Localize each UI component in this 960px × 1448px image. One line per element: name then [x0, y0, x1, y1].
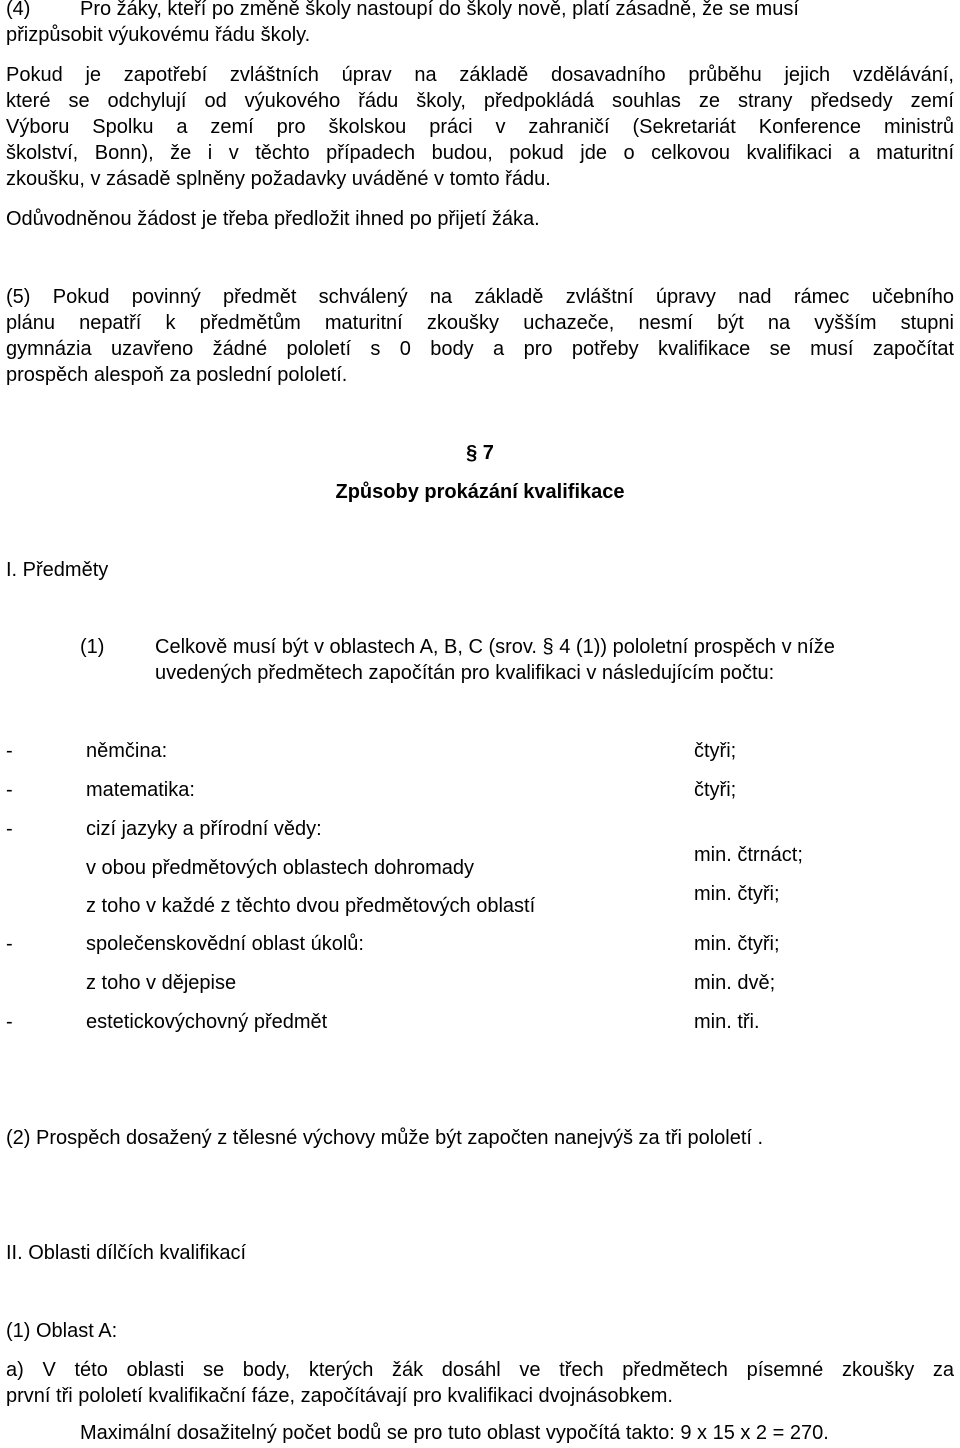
subject-label: estetickovýchovný předmět [86, 1011, 328, 1033]
text-line: první tři pololetí kvalifikační fáze, započítávají pro kvalifikaci dvojnásobkem. [6, 1385, 673, 1407]
text-line: a) V této oblasti se body, kterých žák dosáhl ve třech předmětech písemné zkoušky za [6, 1359, 954, 1381]
list-bullet: - [6, 933, 13, 955]
subheading: I. Předměty [6, 559, 109, 581]
text-line: přizpůsobit výukovému řádu školy. [6, 24, 311, 46]
text-line: zkoušku, v zásadě splněny požadavky uváděné v tomto řádu. [6, 168, 551, 190]
subject-value: čtyři; [694, 740, 737, 762]
text-line: Odůvodněnou žádost je třeba předložit ihned po přijetí žáka. [6, 208, 540, 230]
list-bullet: - [6, 818, 13, 840]
list-bullet: - [6, 1011, 13, 1033]
text-line: prospěch alespoň za poslední pololetí. [6, 364, 348, 386]
text-line: plánu nepatří k předmětům maturitní zkoušky uchazeče, nesmí být na vyšším stupni [6, 312, 954, 334]
subject-label: z toho v každé z těchto dvou předmětových oblastí [86, 895, 536, 917]
text-line: Celkově musí být v oblastech A, B, C (srov. § 4 (1)) pololetní prospěch v níže [155, 636, 835, 658]
subject-value: min. čtrnáct; [694, 844, 803, 866]
subject-value: min. tři. [694, 1011, 760, 1033]
text-line: (2) Prospěch dosažený z tělesné výchovy může být započten nanejvýš za tři pololetí . [6, 1127, 764, 1149]
text-line: uvedených předmětech započítán pro kvalifikaci v následujícím počtu: [155, 662, 775, 684]
subject-value: čtyři; [694, 779, 737, 801]
section-number: § 7 [466, 442, 494, 464]
list-bullet: - [6, 740, 13, 762]
text-line: (1) Oblast A: [6, 1320, 118, 1342]
section-title: Způsoby prokázání kvalifikace [335, 481, 625, 503]
text-line: Maximální dosažitelný počet bodů se pro tuto oblast vypočítá takto: 9 x 15 x 2 = 270. [80, 1422, 829, 1444]
subject-label: němčina: [86, 740, 168, 762]
subject-value: min. dvě; [694, 972, 776, 994]
subject-label: matematika: [86, 779, 195, 801]
text-line: Pro žáky, kteří po změně školy nastoupí do školy nově, platí zásadně, že se musí [80, 0, 799, 20]
text-line: Výboru Spolku a zemí pro školskou práci v zahraničí (Sekretariát Konference ministrů [6, 116, 954, 138]
paragraph-number: (4) [6, 0, 31, 20]
paragraph-text [80, 0, 954, 22]
subheading: II. Oblasti dílčích kvalifikací [6, 1242, 247, 1264]
list-bullet: - [6, 779, 13, 801]
subject-value: min. čtyři; [694, 883, 780, 905]
subject-label: cizí jazyky a přírodní vědy: [86, 818, 322, 840]
text-line: Pokud je zapotřebí zvláštních úprav na základě dosavadního průběhu jejich vzdělávání, [6, 64, 954, 86]
text-line: které se odchylují od výukového řádu školy, předpokládá souhlas ze strany předsedy zemí [6, 90, 954, 112]
paragraph-number: (1) [80, 636, 105, 658]
subject-value: min. čtyři; [694, 933, 780, 955]
text-line: školství, Bonn), že i v těchto případech budou, pokud jde o celkovou kvalifikaci a maturitní [6, 142, 954, 164]
subject-label: v obou předmětových oblastech dohromady [86, 857, 475, 879]
text-line: gymnázia uzavřeno žádné pololetí s 0 body a pro potřeby kvalifikace se musí započítat [6, 338, 954, 360]
subject-label: společenskovědní oblast úkolů: [86, 933, 364, 955]
text-line: (5) Pokud povinný předmět schválený na základě zvláštní úpravy nad rámec učebního [6, 286, 954, 308]
subject-label: z toho v dějepise [86, 972, 237, 994]
